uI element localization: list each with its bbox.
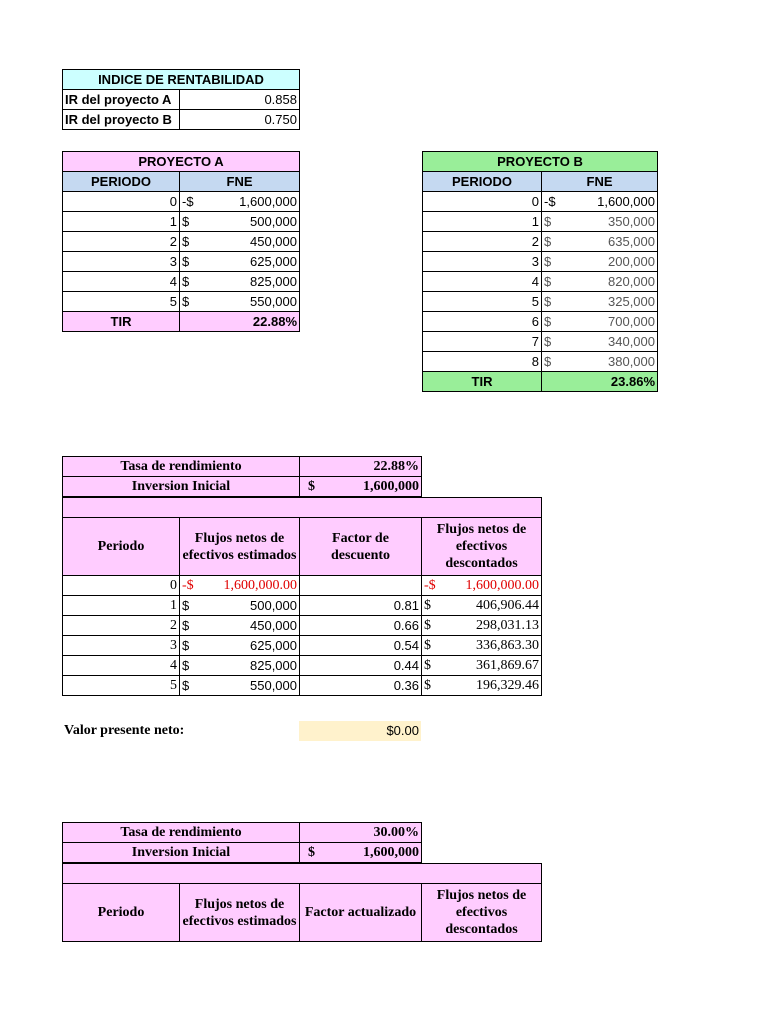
table-row [63, 636, 542, 656]
fne-value: 635,000 [608, 234, 655, 249]
fne-value: 350,000 [608, 214, 655, 229]
currency-sign: $ [182, 234, 190, 249]
flujo-cell[interactable] [180, 576, 300, 596]
currency-sign: $ [424, 658, 431, 673]
inversion-label[interactable]: Inversion Inicial [63, 843, 300, 863]
table-row [423, 212, 658, 232]
header-flujos-descontados[interactable]: Flujos netos de efectivos descontados [422, 884, 542, 942]
table-row [423, 272, 658, 292]
currency-sign: $ [544, 294, 552, 309]
table-row [63, 272, 300, 292]
currency-sign: $ [182, 618, 190, 633]
currency-sign: $ [544, 354, 552, 369]
descontado-value: 336,863.30 [476, 638, 539, 653]
currency-sign: $ [424, 618, 431, 633]
periodo-cell[interactable]: 5 [423, 292, 542, 312]
table-row [63, 576, 542, 596]
table-row [63, 616, 542, 636]
proyecto-a-title[interactable]: PROYECTO A [63, 152, 300, 172]
fne-cell[interactable] [180, 292, 300, 312]
spacer-row [63, 864, 542, 884]
periodo-cell[interactable]: 0 [63, 576, 180, 596]
descontado-value: 1,600,000.00 [465, 578, 539, 593]
inversion-value: 1,600,000 [363, 479, 419, 494]
periodo-cell[interactable]: 1 [63, 212, 180, 232]
table-row [63, 596, 542, 616]
header-factor-descuento[interactable]: Factor de descuento [300, 518, 422, 576]
flujo-cell[interactable] [180, 636, 300, 656]
fne-value: 500,000 [250, 214, 297, 229]
currency-sign: $ [544, 234, 552, 249]
factor-cell[interactable]: 0.36 [300, 676, 422, 696]
descontado-cell[interactable] [422, 676, 542, 696]
periodo-cell[interactable]: 7 [423, 332, 542, 352]
tasa-label[interactable]: Tasa de rendimiento [63, 823, 300, 843]
descontado-cell[interactable] [422, 576, 542, 596]
tir-a-value[interactable]: 22.88% [180, 312, 300, 332]
descontado-value: 406,906.44 [476, 598, 539, 613]
header-periodo[interactable]: Periodo [63, 884, 180, 942]
ir-b-label[interactable]: IR del proyecto B [63, 110, 180, 130]
currency-sign: $ [308, 845, 315, 860]
factor-cell[interactable]: 0.44 [300, 656, 422, 676]
descontado-cell[interactable] [422, 636, 542, 656]
spacer-row [63, 498, 542, 518]
flujo-cell[interactable] [180, 676, 300, 696]
periodo-cell[interactable]: 1 [63, 596, 180, 616]
periodo-cell[interactable]: 0 [63, 192, 180, 212]
tasa-value[interactable]: 30.00% [300, 823, 422, 843]
ir-a-label[interactable]: IR del proyecto A [63, 90, 180, 110]
currency-sign: $ [544, 254, 552, 269]
currency-sign: $ [544, 214, 552, 229]
currency-sign: -$ [544, 194, 556, 209]
inversion-label[interactable]: Inversion Inicial [63, 477, 300, 497]
fne-cell[interactable] [180, 212, 300, 232]
periodo-cell[interactable]: 0 [423, 192, 542, 212]
fne-value: 1,600,000 [597, 194, 655, 209]
indice-title[interactable]: INDICE DE RENTABILIDAD [63, 70, 300, 90]
currency-sign: $ [182, 214, 190, 229]
flujo-cell[interactable] [180, 656, 300, 676]
proyecto-a-table [62, 151, 300, 332]
fne-cell[interactable] [542, 272, 658, 292]
calc2-table [62, 863, 542, 942]
table-row [63, 252, 300, 272]
currency-sign: $ [544, 334, 552, 349]
fne-cell[interactable] [542, 212, 658, 232]
tir-b-label[interactable]: TIR [423, 372, 542, 392]
fne-value: 825,000 [250, 274, 297, 289]
flujo-value: 1,600,000.00 [223, 578, 297, 593]
currency-sign: $ [182, 638, 190, 653]
proyecto-a-col-periodo[interactable]: PERIODO [63, 172, 180, 192]
currency-sign: -$ [182, 194, 194, 209]
fne-cell[interactable] [542, 352, 658, 372]
currency-sign: $ [182, 254, 190, 269]
tasa-label[interactable]: Tasa de rendimiento [63, 457, 300, 477]
periodo-cell[interactable]: 2 [423, 232, 542, 252]
currency-sign: -$ [424, 578, 436, 593]
proyecto-b-col-periodo[interactable]: PERIODO [423, 172, 542, 192]
table-row [423, 312, 658, 332]
periodo-cell[interactable]: 3 [423, 252, 542, 272]
fne-value: 340,000 [608, 334, 655, 349]
vpn-label: Valor presente neto: [64, 723, 185, 738]
proyecto-a-col-fne[interactable]: FNE [180, 172, 300, 192]
currency-sign: $ [308, 479, 315, 494]
table-row [423, 352, 658, 372]
inversion-value: 1,600,000 [363, 845, 419, 860]
factor-cell[interactable]: 0.54 [300, 636, 422, 656]
table-row [423, 292, 658, 312]
descontado-value: 196,329.46 [476, 678, 539, 693]
fne-value: 820,000 [608, 274, 655, 289]
periodo-cell[interactable]: 4 [63, 272, 180, 292]
table-row [63, 212, 300, 232]
proyecto-b-col-fne[interactable]: FNE [542, 172, 658, 192]
descontado-value: 298,031.13 [476, 618, 539, 633]
currency-sign: $ [424, 678, 431, 693]
periodo-cell[interactable]: 8 [423, 352, 542, 372]
fne-value: 550,000 [250, 294, 297, 309]
fne-value: 325,000 [608, 294, 655, 309]
fne-cell[interactable] [180, 272, 300, 292]
currency-sign: $ [182, 658, 190, 673]
flujo-value: 550,000 [250, 678, 297, 693]
fne-value: 1,600,000 [239, 194, 297, 209]
fne-value: 450,000 [250, 234, 297, 249]
ir-b-value[interactable]: 0.750 [180, 110, 300, 130]
currency-sign: $ [424, 598, 431, 613]
fne-cell[interactable] [542, 252, 658, 272]
header-flujos-descontados[interactable]: Flujos netos de efectivos descontados [422, 518, 542, 576]
ir-a-value[interactable]: 0.858 [180, 90, 300, 110]
descontado-cell[interactable] [422, 596, 542, 616]
calc2-params [62, 822, 422, 863]
fne-value: 200,000 [608, 254, 655, 269]
fne-cell[interactable] [542, 312, 658, 332]
currency-sign: -$ [182, 578, 194, 593]
currency-sign: $ [544, 274, 552, 289]
fne-value: 380,000 [608, 354, 655, 369]
periodo-cell[interactable]: 3 [63, 636, 180, 656]
table-row [423, 332, 658, 352]
table-row [63, 292, 300, 312]
periodo-cell[interactable]: 3 [63, 252, 180, 272]
fne-cell[interactable] [542, 332, 658, 352]
flujo-value: 625,000 [250, 638, 297, 653]
header-factor-actualizado[interactable]: Factor actualizado [300, 884, 422, 942]
flujo-value: 500,000 [250, 598, 297, 613]
header-flujos-estimados[interactable]: Flujos netos de efectivos estimados [180, 884, 300, 942]
table-row [63, 676, 542, 696]
factor-cell[interactable] [300, 576, 422, 596]
fne-cell[interactable] [180, 252, 300, 272]
fne-cell[interactable] [542, 292, 658, 312]
factor-cell[interactable]: 0.66 [300, 616, 422, 636]
header-periodo[interactable]: Periodo [63, 518, 180, 576]
fne-cell[interactable] [542, 232, 658, 252]
table-row [63, 192, 300, 212]
currency-sign: $ [424, 638, 431, 653]
header-flujos-estimados[interactable]: Flujos netos de efectivos estimados [180, 518, 300, 576]
periodo-cell[interactable]: 5 [63, 676, 180, 696]
inversion-value-cell[interactable] [300, 477, 422, 497]
table-row [63, 232, 300, 252]
factor-cell[interactable]: 0.81 [300, 596, 422, 616]
currency-sign: $ [182, 294, 190, 309]
calc1-params [62, 456, 422, 497]
flujo-value: 450,000 [250, 618, 297, 633]
periodo-cell[interactable]: 6 [423, 312, 542, 332]
periodo-cell[interactable]: 5 [63, 292, 180, 312]
descontado-value: 361,869.67 [476, 658, 539, 673]
table-row [423, 232, 658, 252]
inversion-value-cell[interactable] [300, 843, 422, 863]
periodo-cell[interactable]: 4 [423, 272, 542, 292]
periodo-cell[interactable]: 1 [423, 212, 542, 232]
descontado-cell[interactable] [422, 616, 542, 636]
flujo-cell[interactable] [180, 596, 300, 616]
flujo-value: 825,000 [250, 658, 297, 673]
fne-cell[interactable] [180, 192, 300, 212]
table-row [63, 656, 542, 676]
fne-value: 625,000 [250, 254, 297, 269]
calc1-table [62, 497, 542, 696]
descontado-cell[interactable] [422, 656, 542, 676]
currency-sign: $ [182, 678, 190, 693]
proyecto-b-title[interactable]: PROYECTO B [423, 152, 658, 172]
table-row [423, 192, 658, 212]
fne-cell[interactable] [542, 192, 658, 212]
indice-table [62, 69, 300, 130]
proyecto-b-table [422, 151, 658, 392]
fne-value: 700,000 [608, 314, 655, 329]
currency-sign: $ [182, 598, 190, 613]
tir-b-value[interactable]: 23.86% [542, 372, 658, 392]
fne-cell[interactable] [180, 232, 300, 252]
table-row [423, 252, 658, 272]
currency-sign: $ [182, 274, 190, 289]
tasa-value[interactable]: 22.88% [300, 457, 422, 477]
currency-sign: $ [544, 314, 552, 329]
tir-a-label[interactable]: TIR [63, 312, 180, 332]
flujo-cell[interactable] [180, 616, 300, 636]
periodo-cell[interactable]: 2 [63, 232, 180, 252]
vpn-value[interactable]: $0.00 [299, 721, 421, 741]
periodo-cell[interactable]: 2 [63, 616, 180, 636]
periodo-cell[interactable]: 4 [63, 656, 180, 676]
